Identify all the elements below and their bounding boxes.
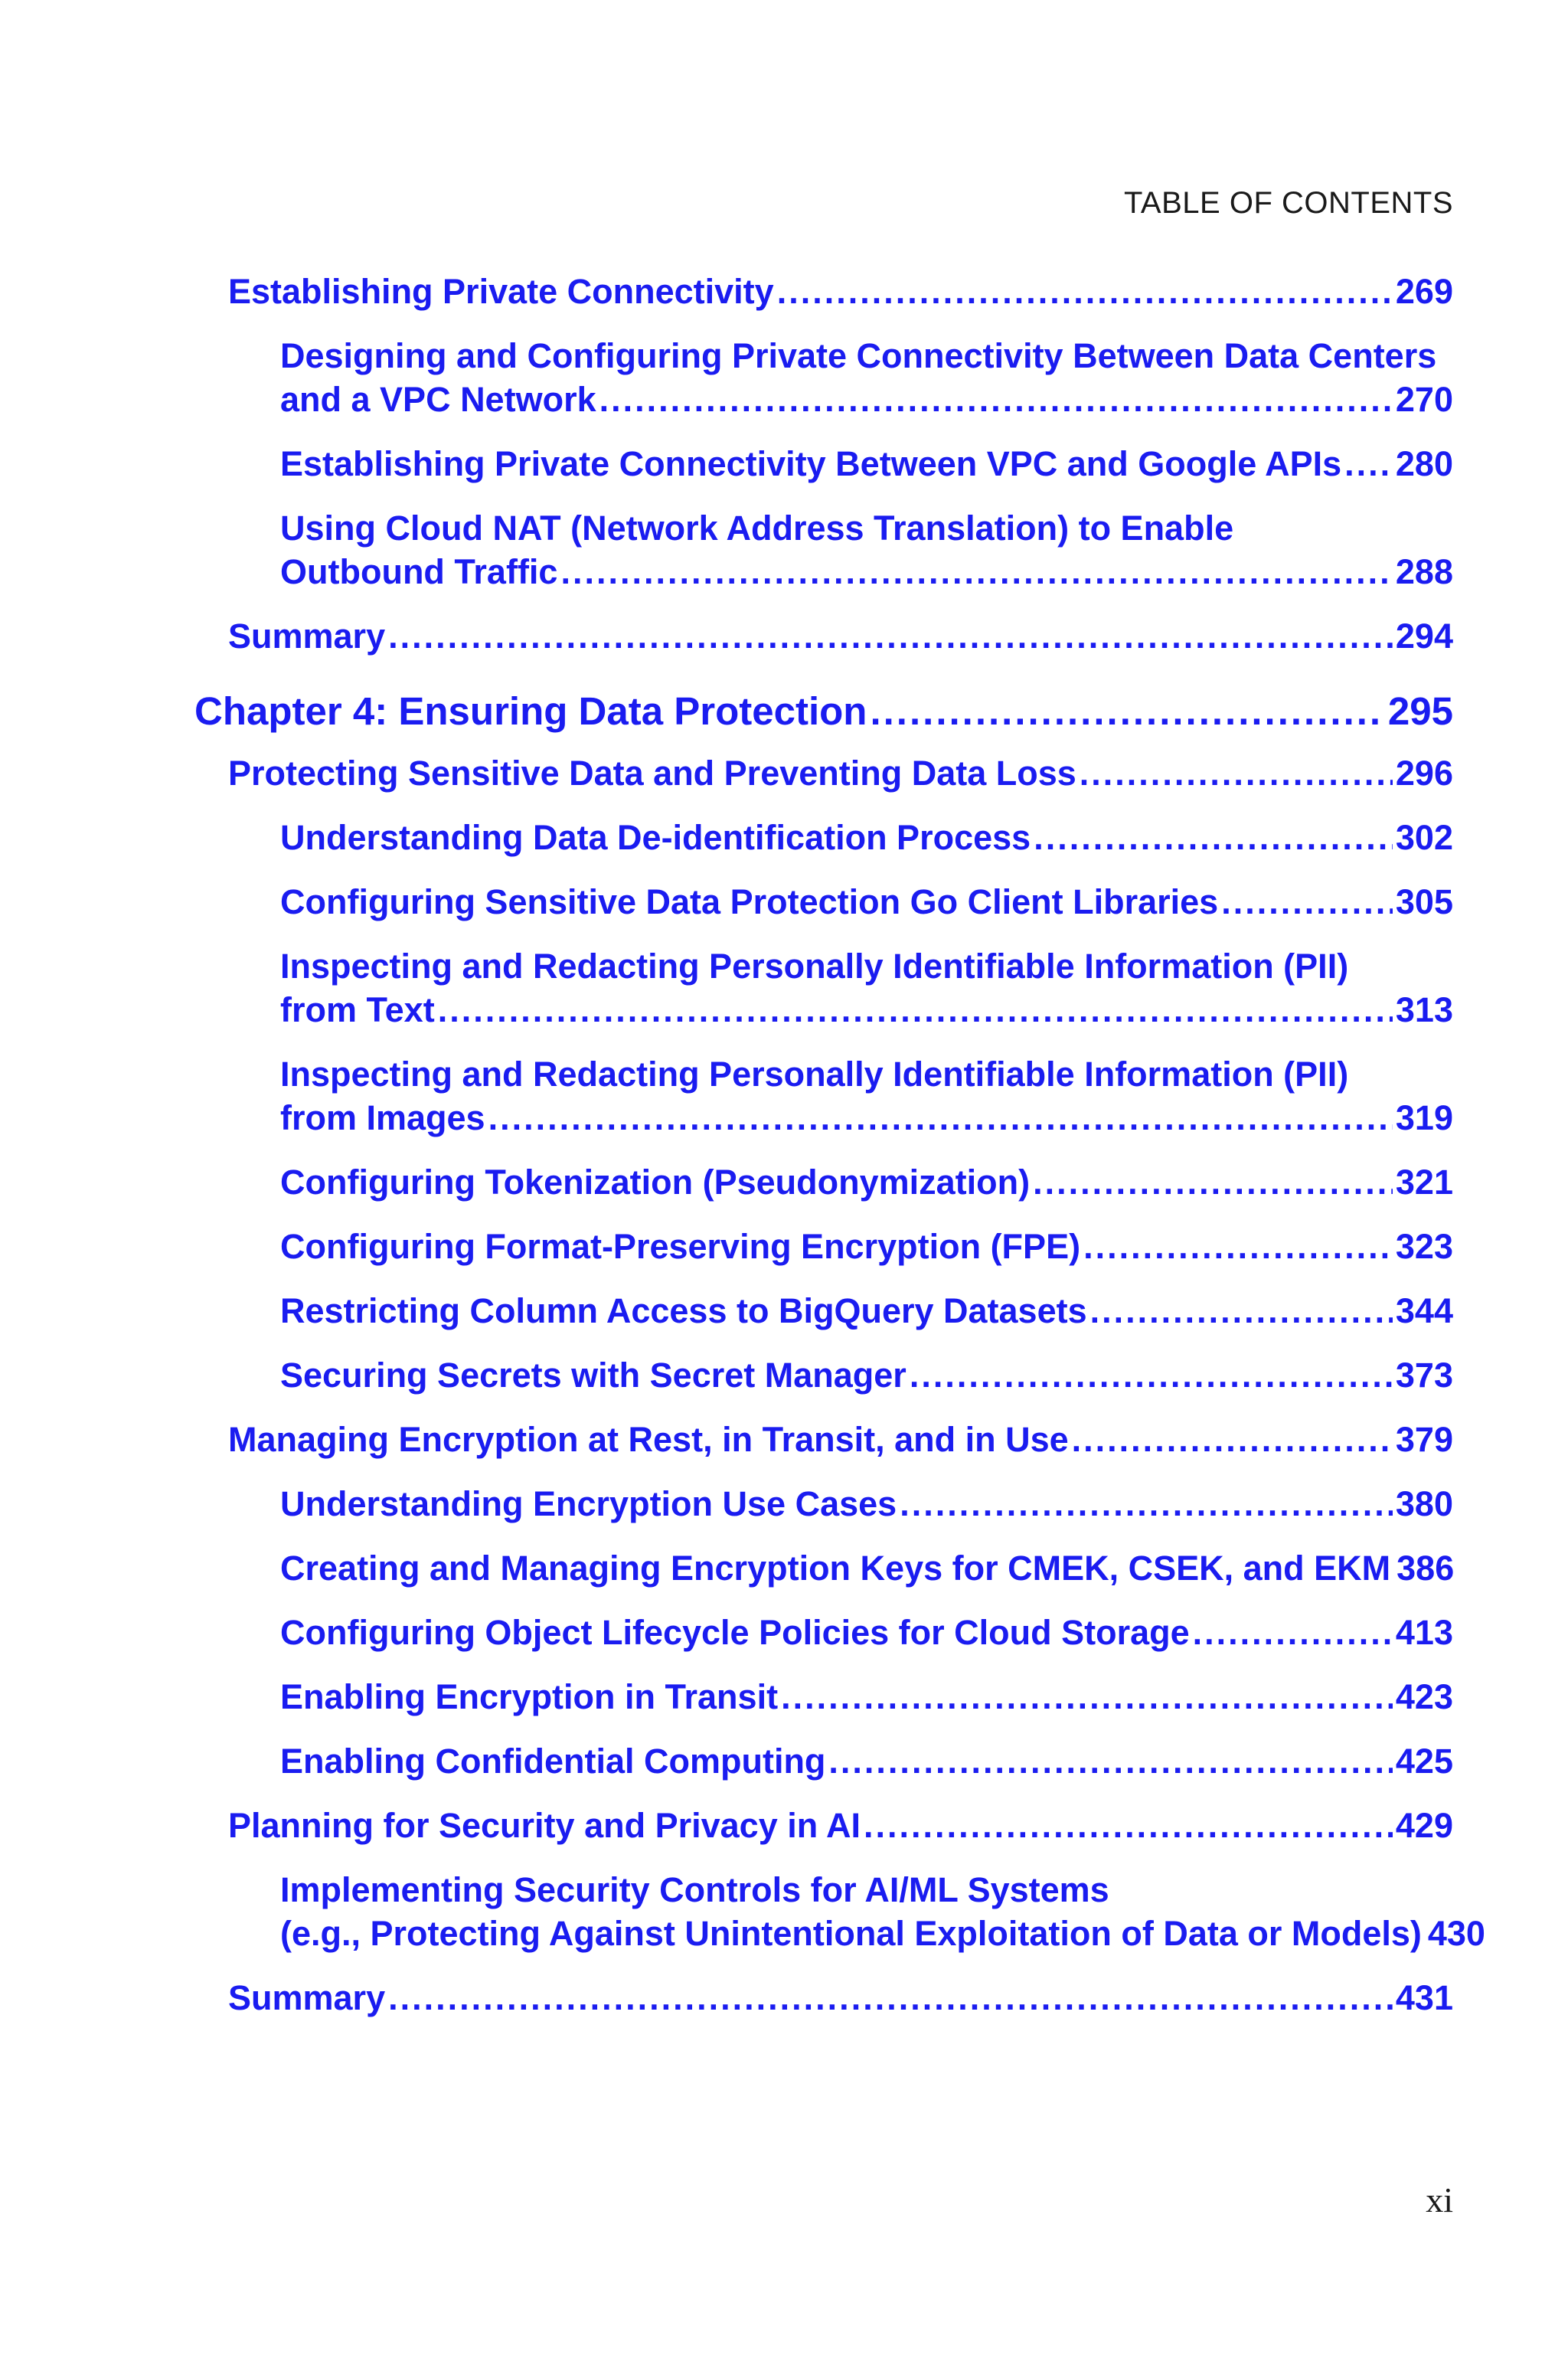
- toc-entry-page-number: 295: [1387, 689, 1453, 733]
- toc-entry[interactable]: [0, 1418, 1568, 1461]
- toc-entry-title: Understanding Data De-identification Process: [280, 818, 1031, 857]
- toc-entry-page-number: 321: [1395, 1163, 1453, 1202]
- dot-leader: [438, 988, 1393, 1032]
- toc-entry-page-number: 423: [1395, 1677, 1453, 1716]
- toc-entry-line: [280, 1353, 1453, 1397]
- dot-leader: [1344, 442, 1393, 486]
- toc-entry-line: [280, 988, 1453, 1032]
- table-of-contents: [0, 270, 1568, 2040]
- toc-entry-page-number: 294: [1395, 617, 1453, 656]
- toc-entry[interactable]: [0, 1353, 1568, 1397]
- toc-chapter-entry[interactable]: [0, 687, 1568, 736]
- dot-leader: [1072, 1418, 1393, 1461]
- toc-entry-title: Summary: [228, 617, 386, 656]
- toc-entry-title: from Text: [280, 990, 435, 1029]
- toc-entry-title: and a VPC Network: [280, 380, 596, 419]
- toc-entry-title: Summary: [228, 1978, 386, 2017]
- toc-entry-line: [280, 1482, 1453, 1526]
- dot-leader: [781, 1675, 1393, 1719]
- toc-entry[interactable]: [0, 751, 1568, 795]
- toc-entry[interactable]: [0, 1225, 1568, 1268]
- toc-entry-title-line1: Using Cloud NAT (Network Address Translation) to Enable: [280, 509, 1234, 548]
- toc-entry[interactable]: [0, 614, 1568, 658]
- toc-entry-title: Establishing Private Connectivity: [228, 272, 774, 311]
- toc-entry-page-number: 431: [1395, 1978, 1453, 2017]
- dot-leader: [900, 1482, 1393, 1526]
- toc-entry-title: Creating and Managing Encryption Keys for CMEK, CSEK, and EKM: [280, 1549, 1391, 1588]
- toc-entry[interactable]: [0, 1976, 1568, 2020]
- toc-entry-title: Configuring Format-Preserving Encryption (FPE): [280, 1227, 1081, 1266]
- toc-entry-page-number: 323: [1395, 1227, 1453, 1266]
- toc-entry-page-number: 305: [1395, 882, 1453, 921]
- toc-entry[interactable]: [0, 1804, 1568, 1847]
- toc-entry-page-number: 344: [1395, 1291, 1453, 1330]
- toc-entry-page-number: 379: [1395, 1420, 1453, 1459]
- toc-entry-line: [280, 442, 1453, 486]
- dot-leader: [864, 1804, 1393, 1847]
- toc-entry-line: [228, 751, 1453, 795]
- toc-entry[interactable]: [0, 1289, 1568, 1333]
- toc-entry-line: [280, 1546, 1453, 1590]
- toc-entry-page-number: 413: [1395, 1613, 1453, 1652]
- toc-entry-page-number: 380: [1395, 1484, 1453, 1523]
- toc-entry-line: [280, 1289, 1453, 1333]
- toc-entry[interactable]: [0, 1160, 1568, 1204]
- toc-entry-page-number: 373: [1395, 1356, 1453, 1395]
- toc-entry-title: Managing Encryption at Rest, in Transit, and in Use: [228, 1420, 1069, 1459]
- toc-entry-line: [194, 687, 1453, 736]
- dot-leader: [1083, 1225, 1393, 1268]
- dot-leader: [828, 1739, 1392, 1783]
- toc-entry-page-number: 302: [1395, 818, 1453, 857]
- toc-entry-page-number: 425: [1395, 1742, 1453, 1781]
- toc-entry-line: [280, 1611, 1453, 1654]
- toc-entry-line: [280, 816, 1453, 859]
- toc-entry-title: (e.g., Protecting Against Unintentional Exploitation of Data or Models): [280, 1914, 1422, 1953]
- toc-entry-line: [228, 1418, 1453, 1461]
- toc-entry-page-number: 280: [1395, 444, 1453, 483]
- toc-entry-title: Planning for Security and Privacy in AI: [228, 1806, 861, 1845]
- toc-entry-page-number: 319: [1395, 1098, 1453, 1137]
- toc-entry-title-line1: Implementing Security Controls for AI/ML Systems: [280, 1870, 1109, 1909]
- toc-entry-title: Chapter 4: Ensuring Data Protection: [194, 689, 867, 733]
- toc-entry-title: Restricting Column Access to BigQuery Datasets: [280, 1291, 1087, 1330]
- toc-entry-line: [280, 378, 1453, 421]
- dot-leader: [1193, 1611, 1393, 1654]
- toc-entry[interactable]: [0, 270, 1568, 313]
- toc-entry-title: Securing Secrets with Secret Manager: [280, 1356, 906, 1395]
- toc-entry[interactable]: [0, 1868, 1568, 1955]
- toc-entry[interactable]: [0, 506, 1568, 594]
- toc-entry[interactable]: [0, 1611, 1568, 1654]
- toc-entry-page-number: 296: [1395, 754, 1453, 793]
- toc-entry[interactable]: [0, 816, 1568, 859]
- toc-entry-line: [280, 1739, 1453, 1783]
- dot-leader: [488, 1096, 1393, 1140]
- toc-entry-line: [280, 1225, 1453, 1268]
- toc-entry-line: [228, 270, 1453, 313]
- toc-entry-title: Understanding Encryption Use Cases: [280, 1484, 897, 1523]
- toc-entry-page-number: 313: [1395, 990, 1453, 1029]
- toc-entry-line: [280, 1096, 1453, 1140]
- dot-leader: [1221, 880, 1393, 924]
- toc-entry-line: [280, 1160, 1453, 1204]
- toc-entry[interactable]: [0, 1739, 1568, 1783]
- dot-leader: [560, 550, 1392, 594]
- page-number: xi: [1426, 2180, 1453, 2219]
- toc-entry-page-number: 269: [1395, 272, 1453, 311]
- toc-entry[interactable]: [0, 1675, 1568, 1719]
- dot-leader: [1080, 751, 1393, 795]
- dot-leader: [599, 378, 1393, 421]
- toc-entry-title: Configuring Object Lifecycle Policies for Cloud Storage: [280, 1613, 1190, 1652]
- toc-entry-title: Establishing Private Connectivity Between VPC and Google APIs: [280, 444, 1342, 483]
- dot-leader: [1090, 1289, 1393, 1333]
- toc-entry-title: Configuring Tokenization (Pseudonymization): [280, 1163, 1031, 1202]
- dot-leader: [1033, 1160, 1393, 1204]
- toc-entry-title: from Images: [280, 1098, 485, 1137]
- toc-entry[interactable]: [0, 334, 1568, 421]
- toc-entry-line: [280, 1675, 1453, 1719]
- toc-entry-line: [228, 614, 1453, 658]
- toc-entry-line: [280, 880, 1453, 924]
- dot-leader: [870, 687, 1384, 736]
- toc-entry-title: Enabling Encryption in Transit: [280, 1677, 779, 1716]
- toc-entry-title: Outbound Traffic: [280, 552, 558, 591]
- toc-entry-title: Protecting Sensitive Data and Preventing Data Loss: [228, 754, 1076, 793]
- toc-entry-title-line1: Inspecting and Redacting Personally Identifiable Information (PII): [280, 947, 1349, 986]
- toc-entry[interactable]: [0, 1546, 1568, 1590]
- dot-leader: [910, 1353, 1393, 1397]
- toc-entry-title: Enabling Confidential Computing: [280, 1742, 826, 1781]
- toc-entry[interactable]: [0, 944, 1568, 1032]
- toc-entry-line: [280, 1912, 1485, 1955]
- toc-entry-line: [280, 550, 1453, 594]
- dot-leader: [1034, 816, 1393, 859]
- toc-entry-title: Configuring Sensitive Data Protection Go Client Libraries: [280, 882, 1219, 921]
- dot-leader: [388, 614, 1393, 658]
- toc-entry-line: [228, 1976, 1453, 2020]
- toc-entry[interactable]: [0, 1052, 1568, 1140]
- toc-entry-title-line1: Designing and Configuring Private Connectivity Between Data Centers: [280, 336, 1437, 375]
- dot-leader: [388, 1976, 1393, 2020]
- dot-leader: [777, 270, 1393, 313]
- toc-entry-line: [228, 1804, 1453, 1847]
- toc-entry-page-number: 270: [1395, 380, 1453, 419]
- running-head: TABLE OF CONTENTS: [1123, 186, 1453, 220]
- toc-entry[interactable]: [0, 1482, 1568, 1526]
- toc-entry[interactable]: [0, 442, 1568, 486]
- toc-entry-page-number: 429: [1395, 1806, 1453, 1845]
- toc-entry-page-number: 386: [1396, 1549, 1455, 1588]
- toc-entry-page-number: 288: [1395, 552, 1453, 591]
- toc-entry-page-number: 430: [1427, 1914, 1485, 1953]
- toc-entry-title-line1: Inspecting and Redacting Personally Identifiable Information (PII): [280, 1055, 1349, 1094]
- toc-entry[interactable]: [0, 880, 1568, 924]
